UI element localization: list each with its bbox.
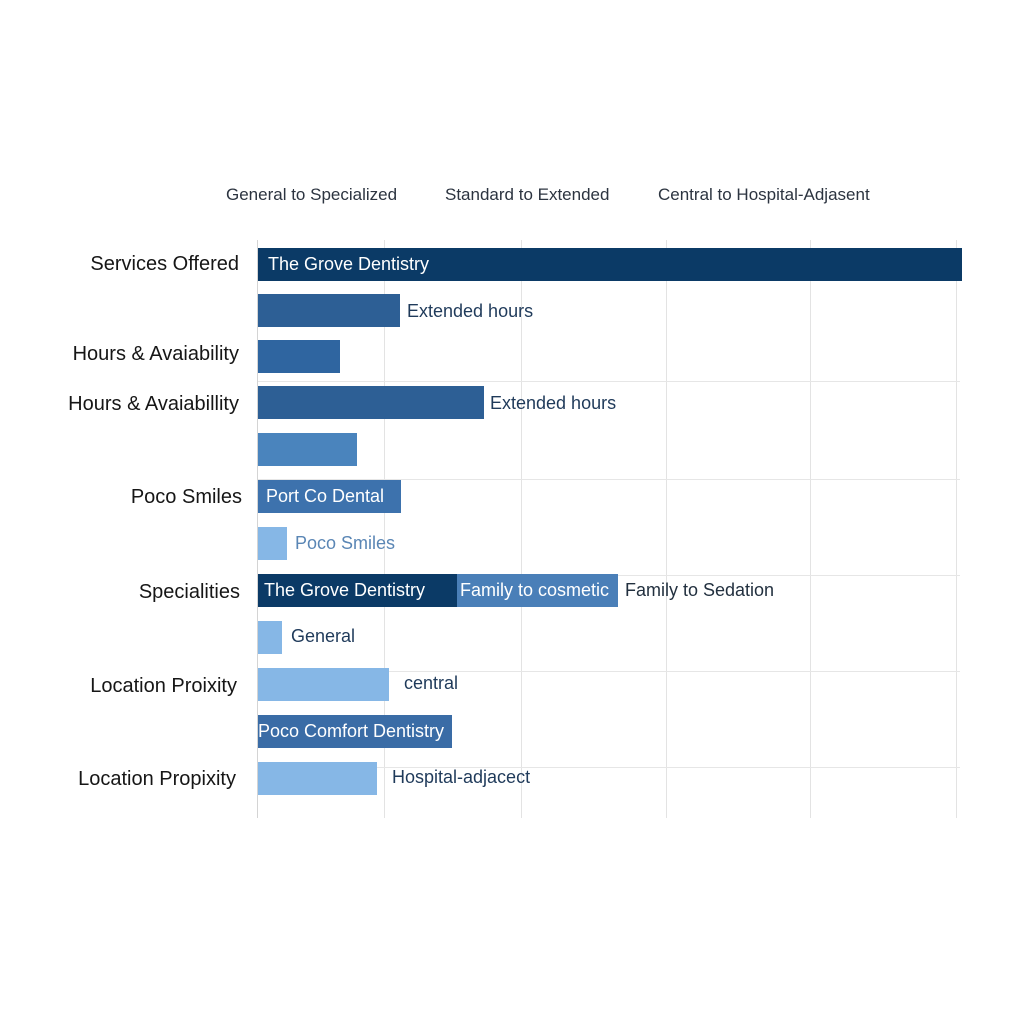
bar-poco-smiles <box>258 527 287 560</box>
vertical-gridline <box>666 240 667 818</box>
bar-outside-label: General <box>291 626 356 646</box>
bar-general <box>258 621 282 654</box>
bar-central <box>258 668 389 701</box>
vertical-gridline <box>810 240 811 818</box>
y-label-hours-availability: Hours & Avaiability <box>72 343 239 365</box>
bar-outside-label: Poco Smiles <box>295 533 396 553</box>
vertical-gridline <box>521 240 522 818</box>
y-label-specialities: Specialities <box>138 581 240 603</box>
bar-hours-secondary <box>258 433 357 466</box>
legend-item-general-to-specialized: General to Specialized <box>226 185 398 204</box>
y-label-services-offered: Services Offered <box>90 253 239 275</box>
bar-outside-label: Hospital-adjacect <box>392 767 531 787</box>
legend-item-standard-to-extended: Standard to Extended <box>445 185 610 204</box>
legend-item-central-to-hospital: Central to Hospital-Adjasent <box>658 185 870 204</box>
bar-specialities-grove <box>258 574 457 607</box>
horizontal-gridline <box>258 381 960 382</box>
bar-port-co-dental <box>258 480 401 513</box>
bar-outside-label: Extended hours <box>407 301 534 321</box>
y-label-poco-smiles: Poco Smiles <box>130 486 242 508</box>
y-label-location-proximity-2: Location Propixity <box>78 768 236 790</box>
bar-services-grove <box>258 248 962 281</box>
y-label-location-proximity: Location Proixity <box>90 675 237 697</box>
bar-poco-comfort-dentistry <box>258 715 452 748</box>
y-label-hours-availability-2: Hours & Avaiabillity <box>68 393 239 415</box>
bar-hospital-adjacent <box>258 762 377 795</box>
bar-outside-label: central <box>404 673 459 693</box>
vertical-gridline <box>956 240 957 818</box>
bar-label: The Grove Dentistry <box>264 580 426 600</box>
bar-outside-label: Extended hours <box>490 393 617 413</box>
bar-label: Poco Comfort Dentistry <box>258 721 445 741</box>
bar-hours-availability <box>258 340 340 373</box>
bar-specialities-family-cosmetic <box>457 574 618 607</box>
bar-outside-label: Family to Sedation <box>625 580 775 600</box>
bar-extended-hours-2 <box>258 386 484 419</box>
bar-extended-hours-1 <box>258 294 400 327</box>
bar-label: Port Co Dental <box>266 486 385 506</box>
bar-label: The Grove Dentistry <box>268 254 430 274</box>
bar-label: Family to cosmetic <box>460 580 610 600</box>
